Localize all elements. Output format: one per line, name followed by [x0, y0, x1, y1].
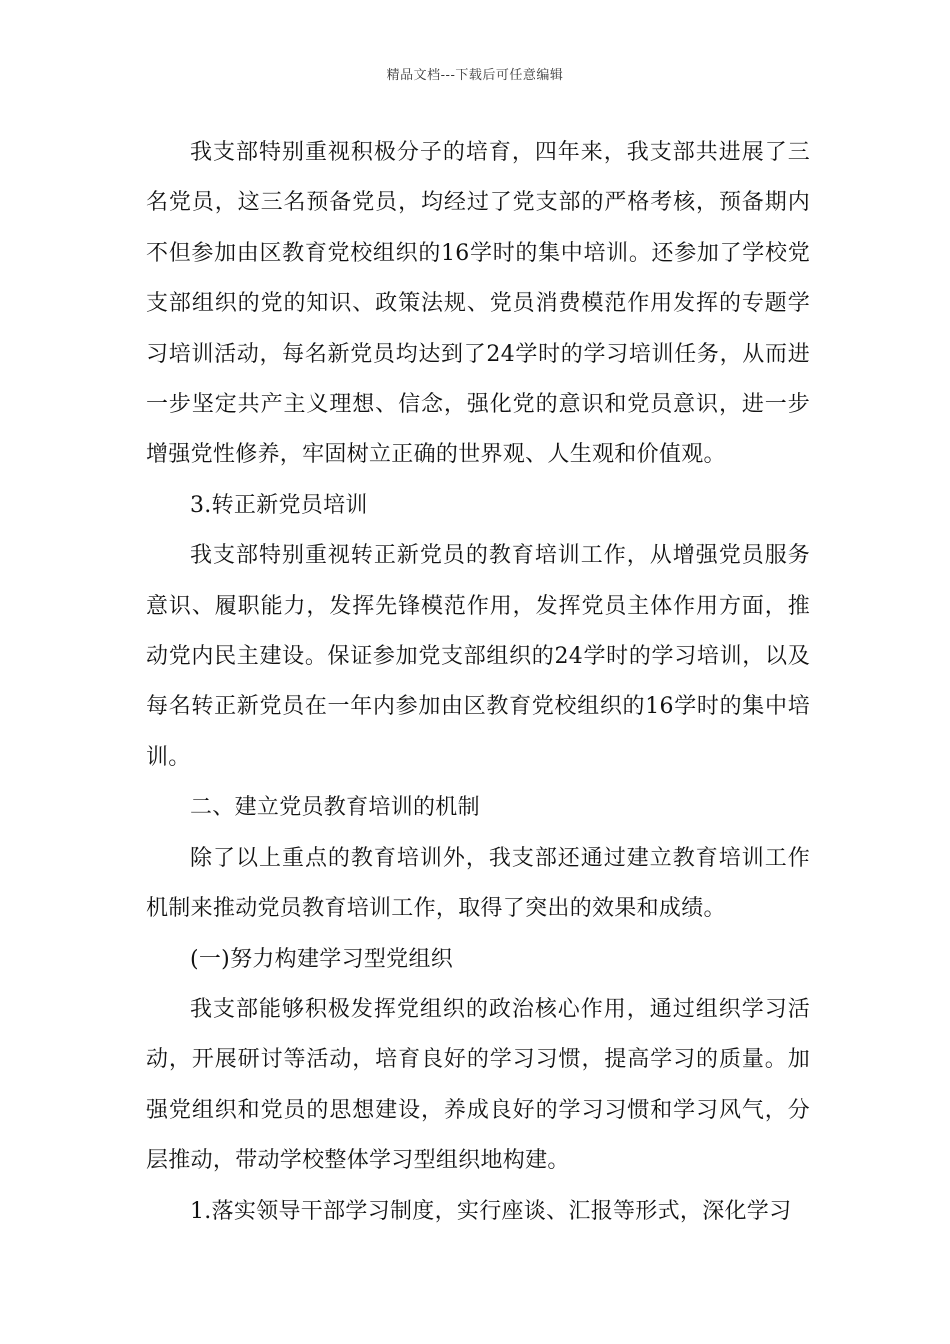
section-heading-learning-organization: (一)努力构建学习型党组织 [190, 946, 454, 972]
section-heading-mechanism: 二、建立党员教育培训的机制 [190, 795, 480, 821]
paragraph-leader-study-system: 1.落实领导干部学习制度，实行座谈、汇报等形式，深化学习 [190, 1198, 792, 1224]
section-heading-new-member-training: 3.转正新党员培训 [190, 492, 368, 518]
paragraph-mechanism-intro: 除了以上重点的教育培训外，我支部还通过建立教育培训工作机制来推动党员教育培训工作，取得了突出的效果和成绩。 [146, 845, 810, 922]
page-header: 精品文档---下载后可任意编辑 [386, 68, 564, 83]
paragraph-activist-training: 我支部特别重视积极分子的培育，四年来，我支部共进展了三名党员，这三名预备党员，均经过了党支部的严格考核，预备期内不但参加由区教育党校组织的16学时的集中培训。还参加了学校党支部组织的党的知识、政策法规、党员消费模范作用发挥的专题学习培训活动，每名新党员均达到了24学时的学习培训任务，从而进一步坚定共产主义理想、信念，强化党的意识和党员意识，进一步增强党性修养，牢固树立正确的世界观、人生观和价值观。 [146, 140, 810, 468]
paragraph-new-member-training: 我支部特别重视转正新党员的教育培训工作，从增强党员服务意识、履职能力，发挥先锋模范作用，发挥党员主体作用方面，推动党内民主建设。保证参加党支部组织的24学时的学习培训，以及每名转正新党员在一年内参加由区教育党校组织的16学时的集中培训。 [146, 543, 810, 770]
paragraph-learning-organization: 我支部能够积极发挥党组织的政治核心作用，通过组织学习活动，开展研讨等活动，培育良好的学习习惯，提高学习的质量。加强党组织和党员的思想建设，养成良好的学习习惯和学习风气，分层推动，带动学校整体学习型组织地构建。 [146, 996, 810, 1174]
document-body [146, 128, 810, 1237]
